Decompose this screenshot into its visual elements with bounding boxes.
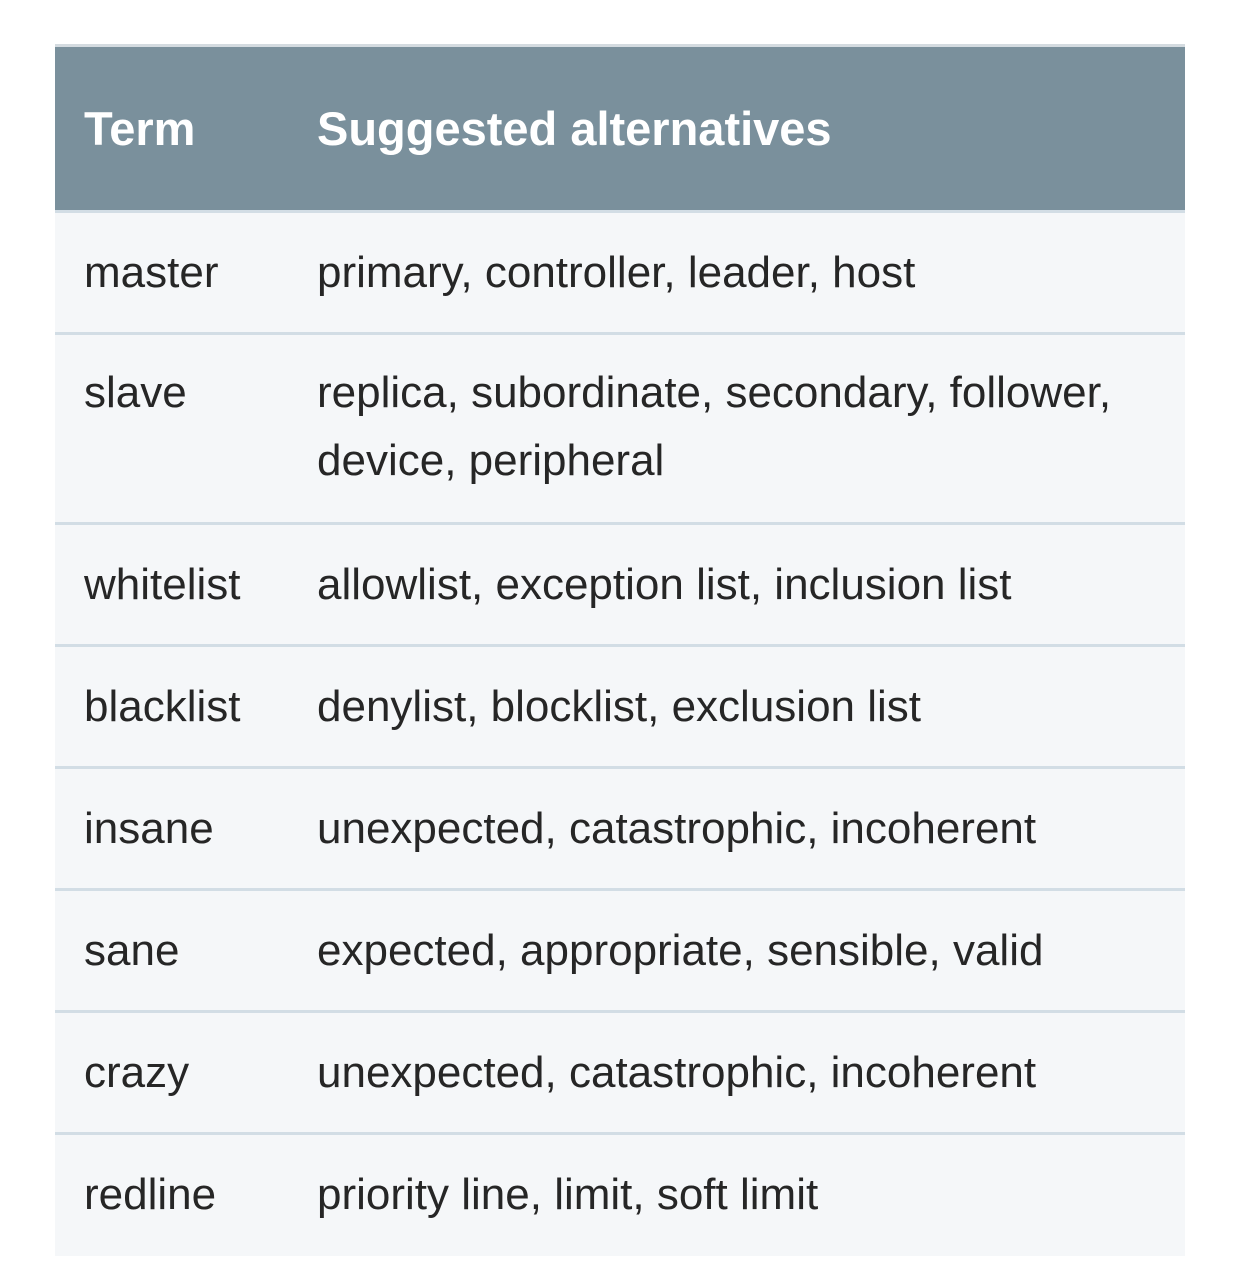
alternatives-cell: expected, appropriate, sensible, valid: [317, 925, 1044, 975]
table-row: [55, 768, 1185, 890]
header-row: [55, 46, 1185, 212]
alternatives-cell: allowlist, exception list, inclusion list: [317, 559, 1012, 609]
term-cell: slave: [84, 368, 187, 417]
header-alternatives: Suggested alternatives: [317, 46, 1185, 212]
table-row: [55, 890, 1185, 1012]
table-row: [55, 524, 1185, 646]
term-cell: sane: [84, 925, 180, 975]
alternatives-cell: replica, subordinate, secondary, follower, device, peripheral: [317, 368, 1112, 485]
term-cell: insane: [84, 803, 214, 853]
alternatives-cell: primary, controller, leader, host: [317, 247, 916, 297]
alternatives-cell: denylist, blocklist, exclusion list: [317, 681, 922, 731]
table-row: [55, 646, 1185, 768]
table-row: [55, 212, 1185, 334]
terminology-table-container: [55, 44, 1185, 1256]
term-cell: master: [84, 247, 219, 297]
table-row: [55, 334, 1185, 524]
term-cell: redline: [84, 1170, 217, 1220]
table-row: [55, 1134, 1185, 1256]
alternatives-cell: unexpected, catastrophic, incoherent: [317, 803, 1037, 853]
table-row: [55, 1012, 1185, 1134]
table-body: [55, 212, 1185, 1256]
term-cell: whitelist: [84, 559, 241, 609]
alternatives-cell: priority line, limit, soft limit: [317, 1170, 819, 1220]
header-term: Term: [55, 46, 317, 212]
term-cell: crazy: [84, 1047, 190, 1097]
term-cell: blacklist: [84, 681, 241, 731]
terminology-table: [55, 44, 1185, 1256]
alternatives-cell: unexpected, catastrophic, incoherent: [317, 1047, 1037, 1097]
table-header: [55, 46, 1185, 212]
